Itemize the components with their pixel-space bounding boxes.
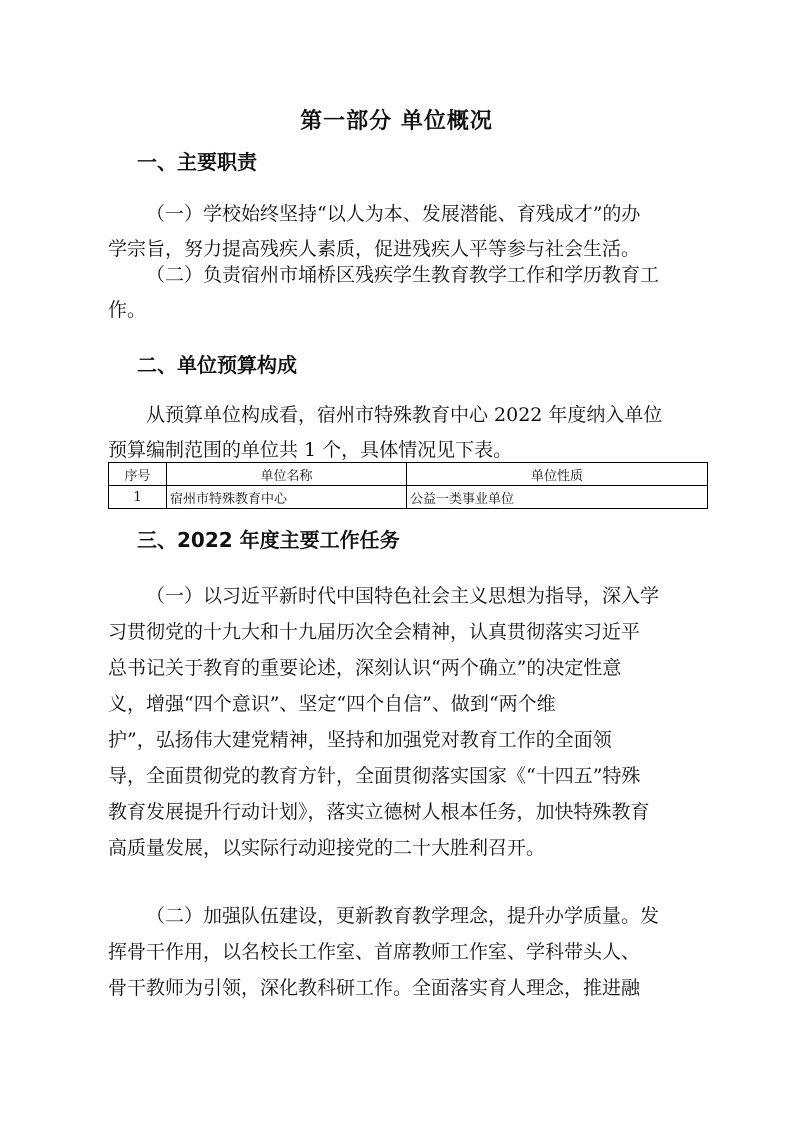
paragraph-line: （二）负责宿州市埇桥区残疾学生教育教学工作和学历教育工 — [146, 264, 660, 286]
section-heading-budget-composition: 二、单位预算构成 — [137, 353, 297, 377]
paragraph-line: 义，增强“四个意识”、坚定“四个自信”、做到“两个维 — [108, 693, 556, 715]
section-heading-responsibilities: 一、主要职责 — [137, 150, 257, 174]
paragraph-line: （二）加强队伍建设，更新教育教学理念，提升办学质量。发 — [146, 905, 660, 927]
table-cell: 公益一类事业单位 — [407, 486, 708, 509]
paragraph-line: 护”，弘扬伟大建党精神，坚持和加强党对教育工作的全面领 — [108, 729, 612, 751]
paragraph-line: 作。 — [108, 299, 147, 321]
table-header-row — [109, 463, 708, 486]
table-cell: 1 — [109, 486, 167, 509]
table-header-cell: 序号 — [109, 463, 167, 486]
paragraph-line: 习贯彻党的十九大和十九届历次全会精神，认真贯彻落实习近平 — [108, 621, 641, 643]
paragraph-task-1 — [108, 578, 708, 866]
budget-units-table — [108, 462, 708, 509]
page-title: 第一部分 单位概况 — [300, 109, 493, 134]
table-header-cell: 单位性质 — [407, 463, 708, 486]
table-header-cell: 单位名称 — [167, 463, 407, 486]
paragraph-line: 高质量发展，以实际行动迎接党的二十大胜利召开。 — [108, 837, 546, 859]
paragraph-responsibility-2 — [108, 258, 708, 328]
paragraph-line: 从预算单位构成看，宿州市特殊教育中心 2022 年度纳入单位 — [146, 404, 663, 426]
paragraph-budget-composition — [108, 398, 708, 468]
paragraph-line: 教育发展提升行动计划》，落实立德树人根本任务，加快特殊教育 — [108, 801, 650, 823]
paragraph-line: （一）以习近平新时代中国特色社会主义思想为指导，深入学 — [146, 585, 660, 607]
paragraph-line: 骨干教师为引领，深化教科研工作。全面落实育人理念，推进融 — [108, 977, 641, 999]
paragraph-task-2 — [108, 898, 708, 1006]
table-cell: 宿州市特殊教育中心 — [167, 486, 407, 509]
paragraph-line: 学宗旨，努力提高残疾人素质，促进残疾人平等参与社会生活。 — [108, 238, 641, 260]
section-heading-2022-tasks: 三、2022 年度主要工作任务 — [137, 528, 400, 552]
paragraph-line: 预算编制范围的单位共 1 个，具体情况见下表。 — [108, 439, 513, 461]
table-row — [109, 486, 708, 509]
paragraph-responsibility-1 — [108, 197, 708, 267]
paragraph-line: 总书记关于教育的重要论述，深刻认识“两个确立”的决定性意 — [108, 657, 622, 679]
paragraph-line: （一）学校始终坚持“以人为本、发展潜能、育残成才”的办 — [146, 203, 641, 225]
paragraph-line: 导，全面贯彻党的教育方针，全面贯彻落实国家《“十四五”特殊 — [108, 765, 641, 787]
paragraph-line: 挥骨干作用，以名校长工作室、首席教师工作室、学科带头人、 — [108, 941, 641, 963]
